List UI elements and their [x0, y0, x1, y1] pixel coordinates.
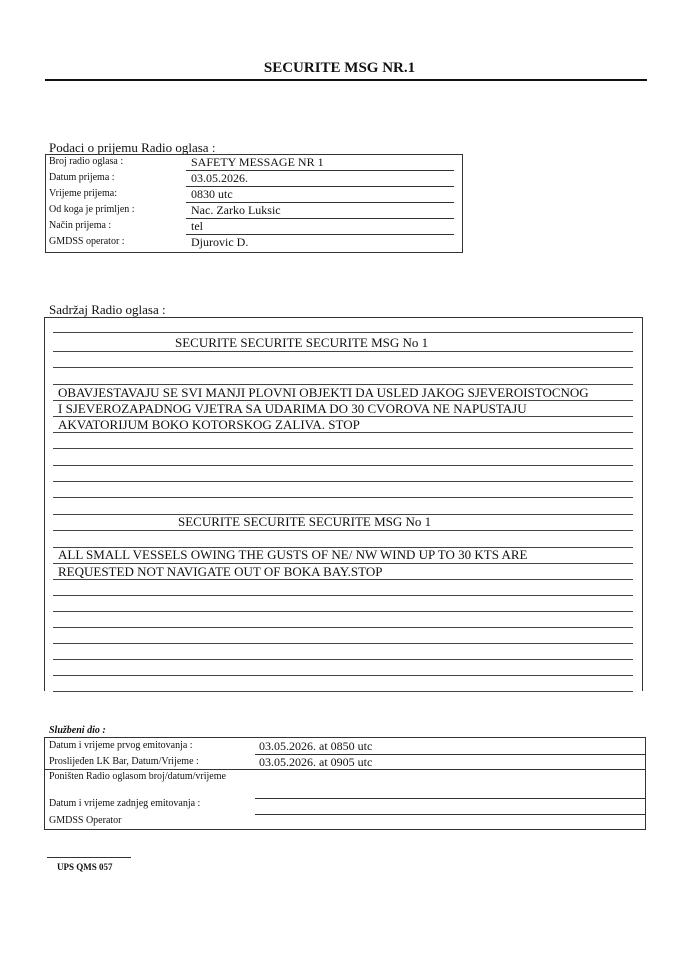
- ruled-line: [53, 332, 633, 333]
- row-label: Proslijeđen LK Bar, Datum/Vrijeme :: [49, 756, 199, 767]
- row-label: Od koga je primljen :: [49, 204, 135, 215]
- reception-row-operator: [46, 235, 462, 251]
- ruled-line: [53, 691, 633, 692]
- ruled-line: [53, 595, 633, 596]
- row-label: Datum i vrijeme prvog emitovanja :: [49, 740, 193, 751]
- ruled-line: [53, 675, 633, 676]
- ruled-line: [53, 643, 633, 644]
- row-divider: [45, 769, 645, 770]
- row-value: 03.05.2026.: [191, 171, 248, 185]
- ruled-line: [53, 497, 633, 498]
- official-box: [44, 737, 646, 830]
- row-underline: [255, 814, 645, 815]
- row-underline: [255, 798, 645, 799]
- row-label: GMDSS operator :: [49, 236, 125, 247]
- row-label: Datum prijema :: [49, 172, 115, 183]
- row-label: Broj radio oglasa :: [49, 156, 124, 167]
- message-line-local: OBAVJESTAVAJU SE SVI MANJI PLOVNI OBJEKTI DA USLED JAKOG SJEVEROISTOCNOG: [58, 385, 589, 400]
- reception-info-box: [45, 154, 463, 253]
- ruled-line: [53, 367, 633, 368]
- title-divider: [45, 79, 647, 81]
- row-value: 0830 utc: [191, 187, 233, 201]
- row-label: Vrijeme prijema:: [49, 188, 117, 199]
- footer-divider: [47, 857, 131, 858]
- row-label: Poništen Radio oglasom broj/datum/vrijeme: [49, 771, 226, 782]
- row-value: SAFETY MESSAGE NR 1: [191, 155, 324, 169]
- reception-heading: Podaci o prijemu Radio oglasa :: [49, 140, 216, 155]
- securite-header-english: SECURITE SECURITE SECURITE MSG No 1: [178, 514, 432, 529]
- reception-row-date: [46, 171, 462, 187]
- message-line-english: REQUESTED NOT NAVIGATE OUT OF BOKA BAY.STOP: [58, 564, 383, 579]
- row-label: Način prijema :: [49, 220, 112, 231]
- reception-row-time: [46, 187, 462, 203]
- message-line-local: I SJEVEROZAPADNOG VJETRA SA UDARIMA DO 30 CVOROVA NE NAPUSTAJU: [58, 401, 527, 416]
- row-value: Djurovic D.: [191, 235, 249, 249]
- row-value: 03.05.2026. at 0850 utc: [259, 739, 373, 753]
- ruled-line: [53, 448, 633, 449]
- reception-row-method: [46, 219, 462, 235]
- row-value: 03.05.2026. at 0905 utc: [259, 755, 373, 769]
- row-value: tel: [191, 219, 203, 233]
- securite-header-local: SECURITE SECURITE SECURITE MSG No 1: [175, 335, 429, 350]
- ruled-line: [53, 659, 633, 660]
- ruled-line: [53, 481, 633, 482]
- ruled-line: [53, 465, 633, 466]
- footer-code: UPS QMS 057: [57, 862, 113, 872]
- ruled-line: [53, 627, 633, 628]
- message-line-local: AKVATORIJUM BOKO KOTORSKOG ZALIVA. STOP: [58, 417, 360, 432]
- content-heading: Sadržaj Radio oglasa :: [49, 302, 166, 317]
- row-value: Nac. Zarko Luksic: [191, 203, 281, 217]
- row-label: Datum i vrijeme zadnjeg emitovanja :: [49, 798, 201, 809]
- reception-row-from: [46, 203, 462, 219]
- ruled-line: [53, 611, 633, 612]
- reception-row-number: [46, 155, 462, 171]
- official-heading: Službeni dio :: [49, 725, 106, 736]
- message-line-english: ALL SMALL VESSELS OWING THE GUSTS OF NE/ NW WIND UP TO 30 KTS ARE: [58, 547, 528, 562]
- ruled-line: [53, 351, 633, 352]
- ruled-line: [53, 530, 633, 531]
- content-box: [44, 317, 643, 691]
- row-label: GMDSS Operator: [49, 815, 122, 826]
- document-title: SECURITE MSG NR.1: [263, 60, 416, 76]
